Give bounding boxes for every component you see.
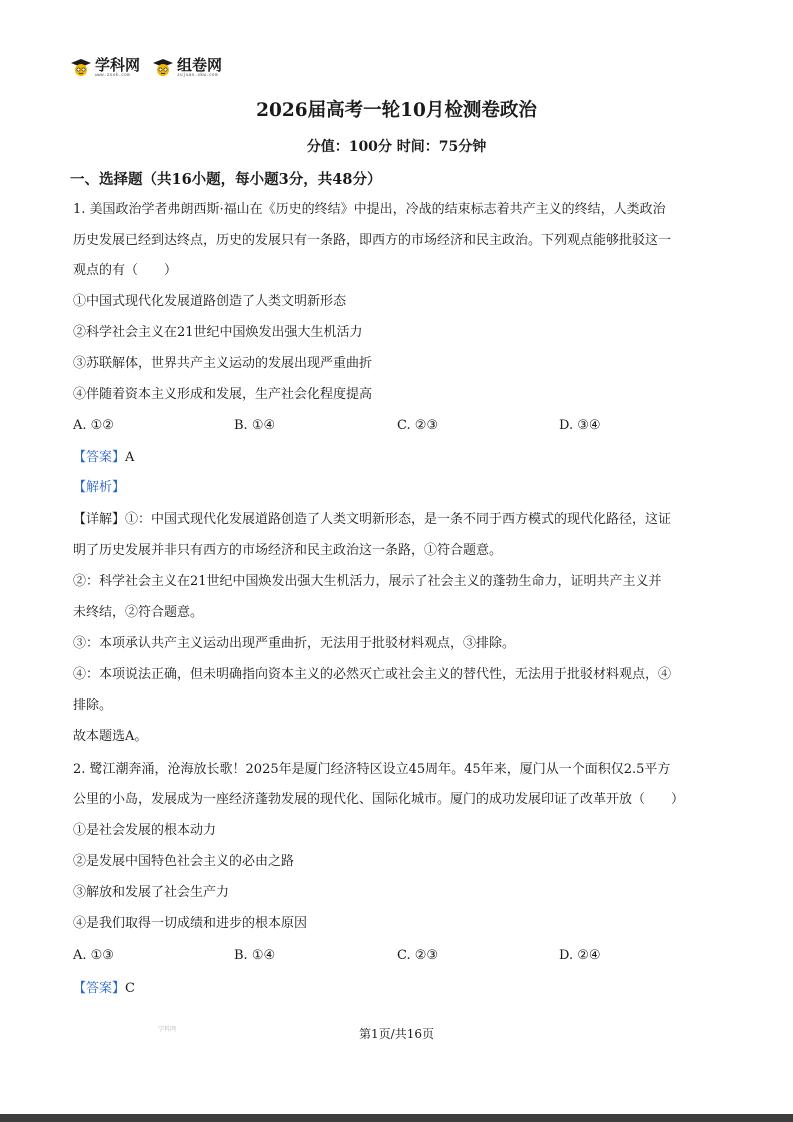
q2-stem-line: 2. 鹭江潮奔涌，沧海放长歌！2025年是厦门经济特区设立45周年。45年来，厦门从一个面积仅2.5平方 bbox=[73, 762, 671, 777]
scholar-cap-icon bbox=[152, 58, 174, 78]
analysis-tag: 【解析】 bbox=[73, 480, 126, 495]
q2-option-a: A. ①③ bbox=[73, 948, 114, 963]
answer-value: A bbox=[125, 450, 135, 465]
q2-option-c: C. ②③ bbox=[397, 948, 439, 963]
q2-options bbox=[73, 947, 723, 965]
q1-explanation-line: ③：本项承认共产主义运动出现严重曲折，无法用于批驳材料观点，③排除。 bbox=[73, 636, 516, 651]
q1-explanation-line bbox=[73, 511, 671, 529]
q2-item: ③解放和发展了社会生产力 bbox=[73, 885, 230, 900]
score-time-info: 分值：100分 时间：75分钟 bbox=[306, 139, 487, 155]
header-logos bbox=[70, 58, 222, 79]
q1-item: ①中国式现代化发展道路创造了人类文明新形态 bbox=[73, 294, 347, 309]
page-title: 2026届高考一轮10月检测卷政治 bbox=[256, 100, 537, 121]
q1-item: ②科学社会主义在21世纪中国焕发出强大生机活力 bbox=[73, 325, 363, 340]
explanation-text: ①：中国式现代化发展道路创造了人类文明新形态，是一条不同于西方模式的现代化路径，这证 bbox=[125, 512, 672, 527]
q1-option-b: B. ①④ bbox=[234, 418, 276, 433]
q1-stem-line: 1. 美国政治学者弗朗西斯·福山在《历史的终结》中提出，冷战的结束标志着共产主义的终结，人类政治 bbox=[73, 202, 666, 217]
logo-name: 组卷网 bbox=[177, 56, 223, 74]
q1-option-a: A. ①② bbox=[73, 418, 114, 433]
answer-tag: 【答案】 bbox=[73, 450, 126, 465]
q1-option-c: C. ②③ bbox=[397, 418, 439, 433]
logo-url: zujuan.xkw.com bbox=[177, 73, 218, 78]
section-heading: 一、选择题（共16小题，每小题3分，共48分） bbox=[70, 171, 382, 188]
q1-analysis-tag bbox=[73, 479, 125, 497]
q1-stem-line: 观点的有（ ） bbox=[73, 263, 178, 278]
q1-explanation-line: 未终结，②符合题意。 bbox=[73, 605, 204, 620]
answer-tag: 【答案】 bbox=[73, 981, 126, 996]
q1-option-d: D. ③④ bbox=[559, 418, 601, 433]
q1-answer bbox=[73, 449, 134, 467]
q2-answer bbox=[73, 980, 135, 998]
scholar-cap-icon bbox=[70, 58, 92, 78]
q1-options bbox=[73, 417, 723, 435]
detail-tag: 【详解】 bbox=[73, 512, 126, 527]
logo-url: www.zxxk.com bbox=[95, 73, 130, 78]
logo-zujuanwang bbox=[152, 58, 222, 79]
page-number: 第1页/共16页 bbox=[359, 1027, 434, 1041]
q1-conclusion: 故本题选A。 bbox=[73, 729, 148, 744]
q2-option-b: B. ①④ bbox=[234, 948, 276, 963]
logo-name: 学科网 bbox=[95, 56, 141, 74]
q2-item: ④是我们取得一切成绩和进步的根本原因 bbox=[73, 916, 308, 931]
q2-option-d: D. ②④ bbox=[559, 948, 601, 963]
q2-item: ②是发展中国特色社会主义的必由之路 bbox=[73, 854, 295, 869]
q1-item: ④伴随着资本主义形成和发展，生产社会化程度提高 bbox=[73, 387, 373, 402]
q1-explanation-line: ②：科学社会主义在21世纪中国焕发出强大生机活力，展示了社会主义的蓬勃生命力，证明共产主义并 bbox=[73, 574, 662, 589]
q1-item: ③苏联解体，世界共产主义运动的发展出现严重曲折 bbox=[73, 356, 373, 371]
q1-explanation-line: 明了历史发展并非只有西方的市场经济和民主政治这一条路，①符合题意。 bbox=[73, 543, 503, 558]
q2-stem-line: 公里的小岛，发展成为一座经济蓬勃发展的现代化、国际化城市。厦门的成功发展印证了改革开放（ ） bbox=[73, 792, 685, 807]
answer-value: C bbox=[125, 981, 135, 996]
q1-explanation-line: 排除。 bbox=[73, 698, 113, 713]
q1-stem-line: 历史发展已经到达终点，历史的发展只有一条路，即西方的市场经济和民主政治。下列观点能够批驳这一 bbox=[73, 233, 672, 248]
bottom-edge bbox=[0, 1114, 793, 1122]
q1-explanation-line: ④：本项说法正确，但未明确指向资本主义的必然灭亡或社会主义的替代性，无法用于批驳材料观点，④ bbox=[73, 667, 672, 682]
q2-item: ①是社会发展的根本动力 bbox=[73, 823, 217, 838]
watermark: 学科网 bbox=[158, 1026, 177, 1033]
logo-xuekewang bbox=[70, 58, 140, 79]
